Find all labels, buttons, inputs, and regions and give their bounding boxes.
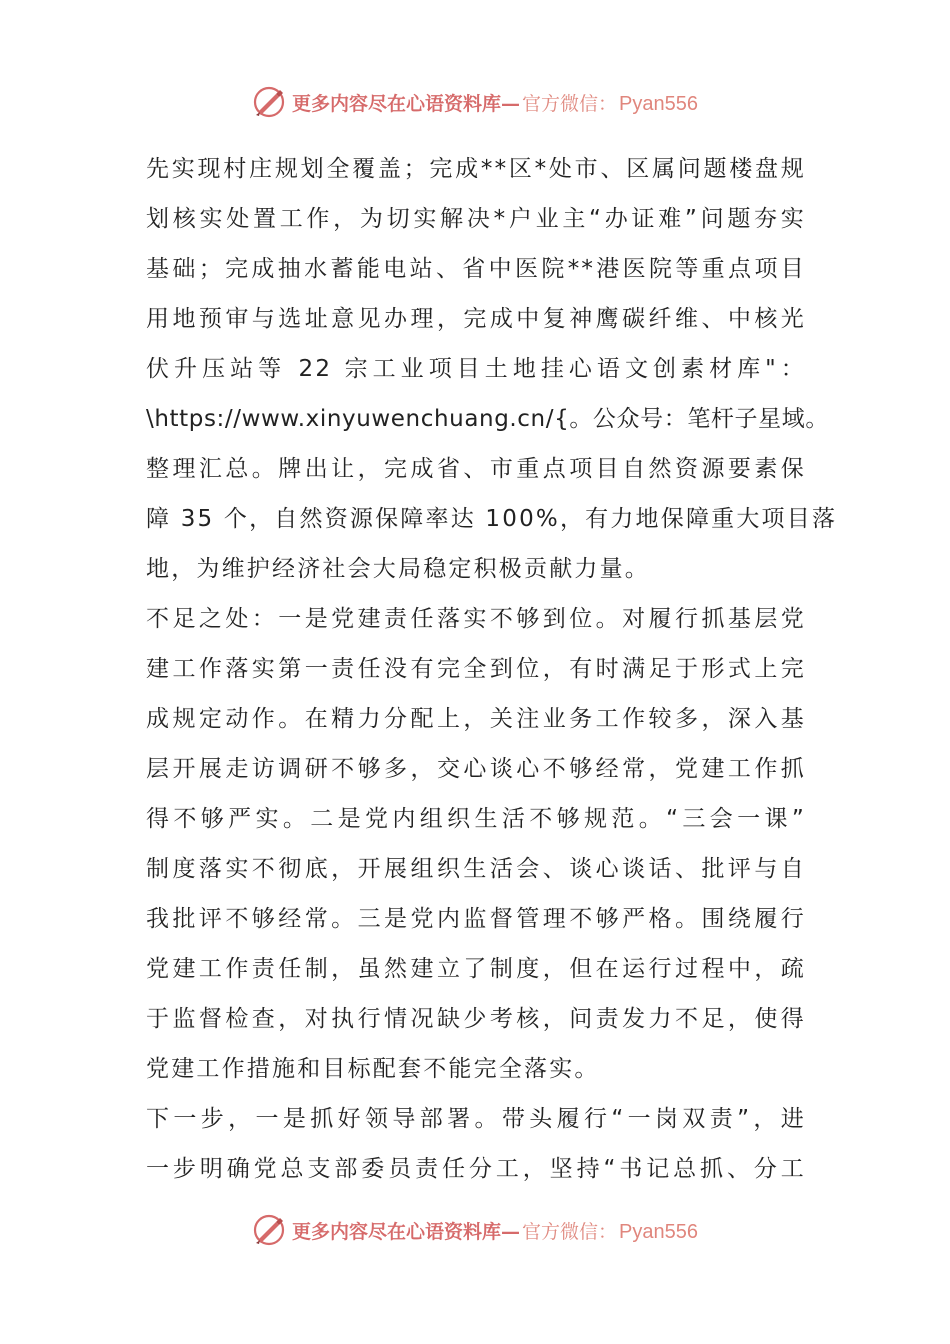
text-line: 建工作落实第一责任没有完全到位，有时满足于形式上完: [146, 656, 806, 682]
text-line: 一步明确党总支部委员责任分工，坚持“书记总抓、分工: [146, 1156, 806, 1182]
text-line: 得不够严实。二是党内组织生活不够规范。“三会一课”: [146, 806, 806, 832]
text-line: 党建工作措施和目标配套不能完全落实。: [146, 1056, 600, 1082]
text-line: 用地预审与选址意见办理，完成中复神鹰碳纤维、中核光: [146, 306, 806, 332]
text-line: 划核实处置工作，为切实解决*户业主“办证难”问题夯实: [146, 206, 806, 232]
text-line: 地，为维护经济社会大局稳定积极贡献力量。: [146, 556, 650, 582]
text-line: 下一步，一是抓好领导部署。带头履行“一岗双责”，进: [146, 1106, 806, 1132]
text-line: 基础；完成抽水蓄能电站、省中医院**港医院等重点项目: [146, 256, 806, 282]
banner-wechat-id: Pyan556: [619, 92, 698, 115]
text-line: \https://www.xinyuwenchuang.cn/{。公众号：笔杆子星域。: [146, 406, 829, 432]
text-line: 成规定动作。在精力分配上，关注业务工作较多，深入基: [146, 706, 806, 732]
text-line: 层开展走访调研不够多，交心谈心不够经常，党建工作抓: [146, 756, 806, 782]
header-banner: [0, 82, 950, 122]
text-line: 党建工作责任制，虽然建立了制度，但在运行过程中，疏: [146, 956, 806, 982]
text-line: 不足之处：一是党建责任落实不够到位。对履行抓基层党: [146, 606, 806, 632]
banner-main-text: 更多内容尽在心语资料库—: [292, 92, 521, 115]
text-line: 我批评不够经常。三是党内监督管理不够严格。围绕履行: [146, 906, 806, 932]
banner-wechat-label: 官方微信：: [522, 1220, 618, 1243]
banner-main-text: 更多内容尽在心语资料库—: [292, 1220, 521, 1243]
text-line: 于监督检查，对执行情况缺少考核，问责发力不足，使得: [146, 1006, 806, 1032]
banner-wechat-id: Pyan556: [619, 1220, 698, 1243]
text-line: 先实现村庄规划全覆盖；完成**区*处市、区属问题楼盘规: [146, 156, 806, 182]
text-line: 制度落实不彻底，开展组织生活会、谈心谈话、批评与自: [146, 856, 806, 882]
text-line: 伏升压站等 22 宗工业项目土地挂心语文创素材库"：: [146, 356, 806, 382]
footer-banner: [0, 1210, 950, 1250]
document-body: [146, 144, 838, 1194]
pen-circle-logo-icon: [252, 1213, 286, 1247]
banner-wechat-label: 官方微信：: [522, 92, 618, 115]
text-line: 整理汇总。牌出让，完成省、市重点项目自然资源要素保: [146, 456, 806, 482]
text-line: 障 35 个，自然资源保障率达 100%，有力地保障重大项目落: [146, 506, 838, 532]
pen-circle-logo-icon: [252, 85, 286, 119]
